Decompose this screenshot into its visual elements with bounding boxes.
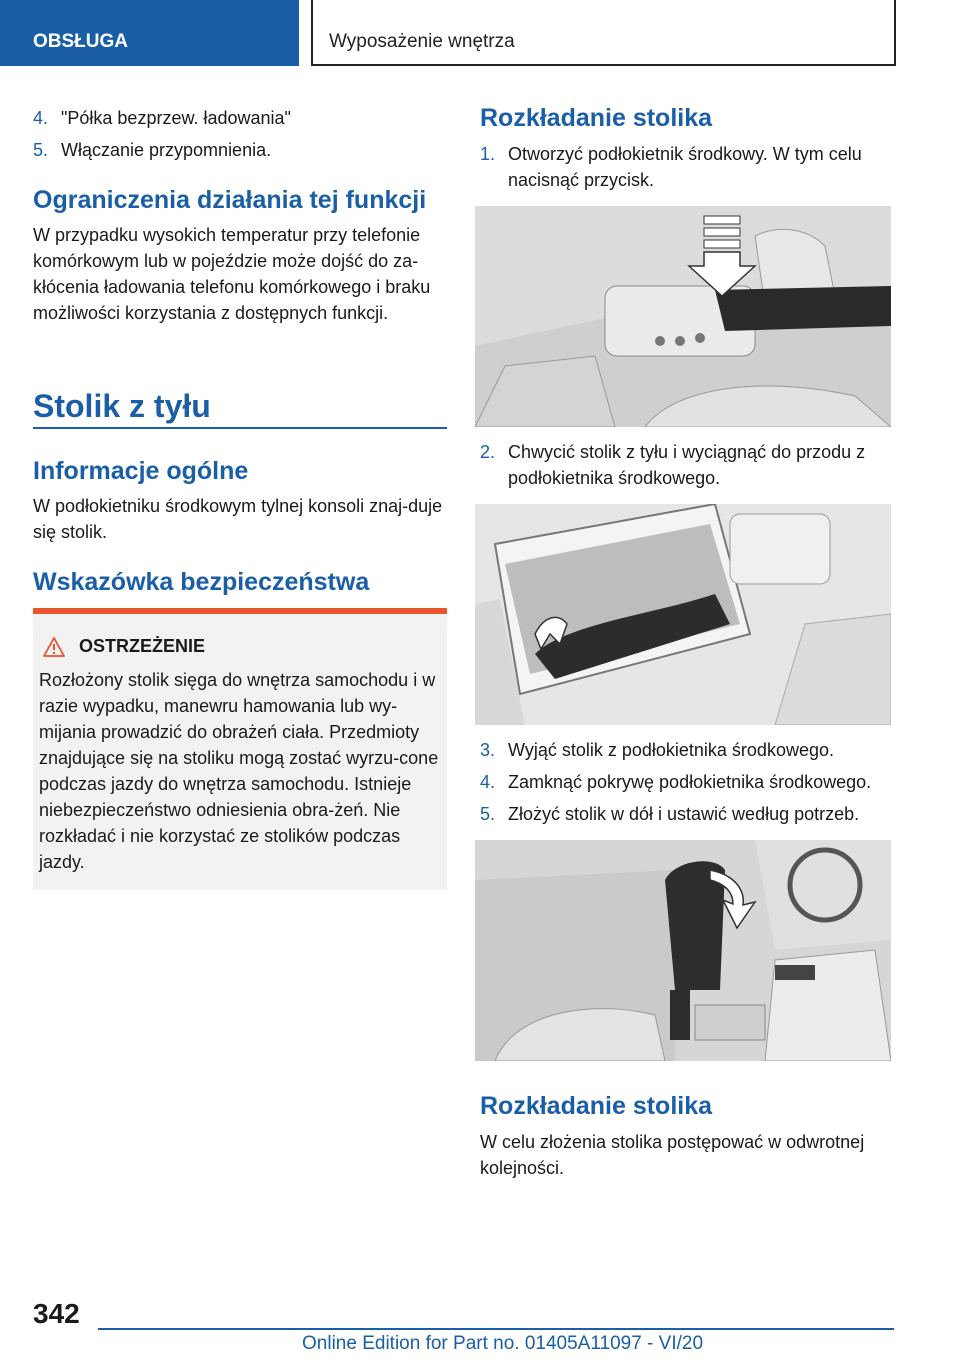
list-text: Włączanie przypomnienia.	[61, 140, 272, 160]
list-text: Zamknąć pokrywę podłokietnika środkowego.	[508, 772, 872, 792]
general-paragraph: W podłokietniku środkowym tylnej konsoli znaj-duje się stolik.	[33, 496, 443, 542]
table-fold-image	[475, 840, 891, 1061]
list-item	[33, 105, 447, 131]
fold-paragraph: W celu złożenia stolika postępować w odwrotnej kolejności.	[480, 1132, 865, 1178]
list-item	[480, 801, 892, 827]
section-tab: OBSŁUGA	[0, 0, 299, 66]
list-item	[480, 737, 892, 763]
list-number: 1.	[480, 144, 496, 164]
list-item	[480, 769, 892, 795]
list-item	[33, 137, 447, 163]
list-text: Złożyć stolik w dół i ustawić według potrzeb.	[508, 804, 860, 824]
list-text: Wyjąć stolik z podłokietnika środkowego.	[508, 740, 834, 760]
list-number: 4.	[480, 772, 496, 792]
list-number: 5.	[33, 140, 49, 160]
fold-heading: Rozkładanie stolika	[480, 1092, 713, 1120]
warning-text: Rozłożony stolik sięga do wnętrza samochodu i w razie wypadku, manewru hamowania lub wy-mijania prowadzić do obrażeń ciała. Przedmioty znajdujące się na stoliku mogą zostać wyrzu-cone podczas jazdy do wnętrza samochodu. Istnieje niebezpieczeństwo odniesienia obra-żeń. Nie rozkładać i nie korzystać ze stolików podczas jazdy.	[39, 670, 439, 872]
list-number: 3.	[480, 740, 496, 760]
limits-heading: Ograniczenia działania tej funkcji	[33, 186, 427, 214]
list-number: 4.	[33, 108, 49, 128]
limits-paragraph: W przypadku wysokich temperatur przy telefonie komórkowym lub w pojeździe może dojść do za-kłócenia ładowania telefonu komórkowego i braku możliwości korzystania z dostępnych funkcji.	[33, 225, 431, 323]
list-item	[480, 439, 892, 491]
list-item	[480, 141, 892, 193]
page-header	[0, 0, 960, 66]
footer-edition: Online Edition for Part no. 01405A11097 - VI/20	[302, 1333, 704, 1354]
heading-rule	[33, 427, 447, 429]
list-text: Otworzyć podłokietnik środkowy. W tym celu nacisnąć przycisk.	[508, 144, 862, 190]
list-number: 2.	[480, 442, 496, 462]
list-text: "Półka bezprzew. ładowania"	[61, 108, 291, 128]
unfold-heading: Rozkładanie stolika	[480, 104, 713, 132]
list-text: Chwycić stolik z tyłu i wyciągnąć do przodu z podłokietnika środkowego.	[508, 442, 866, 488]
warning-title: OSTRZEŻENIE	[79, 636, 206, 656]
list-number: 5.	[480, 804, 496, 824]
safety-heading: Wskazówka bezpieczeństwa	[33, 568, 370, 596]
warning-box	[33, 614, 447, 890]
page-number: 342	[33, 1298, 80, 1329]
general-heading: Informacje ogólne	[33, 457, 249, 485]
main-heading: Stolik z tyłu	[33, 388, 211, 424]
chapter-tab: Wyposażenie wnętrza	[311, 0, 896, 66]
footer-rule	[98, 1328, 894, 1330]
warning-header	[39, 636, 439, 657]
armrest-button-image	[475, 206, 891, 427]
warning-triangle-icon	[43, 637, 65, 657]
table-pullout-image	[475, 504, 891, 725]
